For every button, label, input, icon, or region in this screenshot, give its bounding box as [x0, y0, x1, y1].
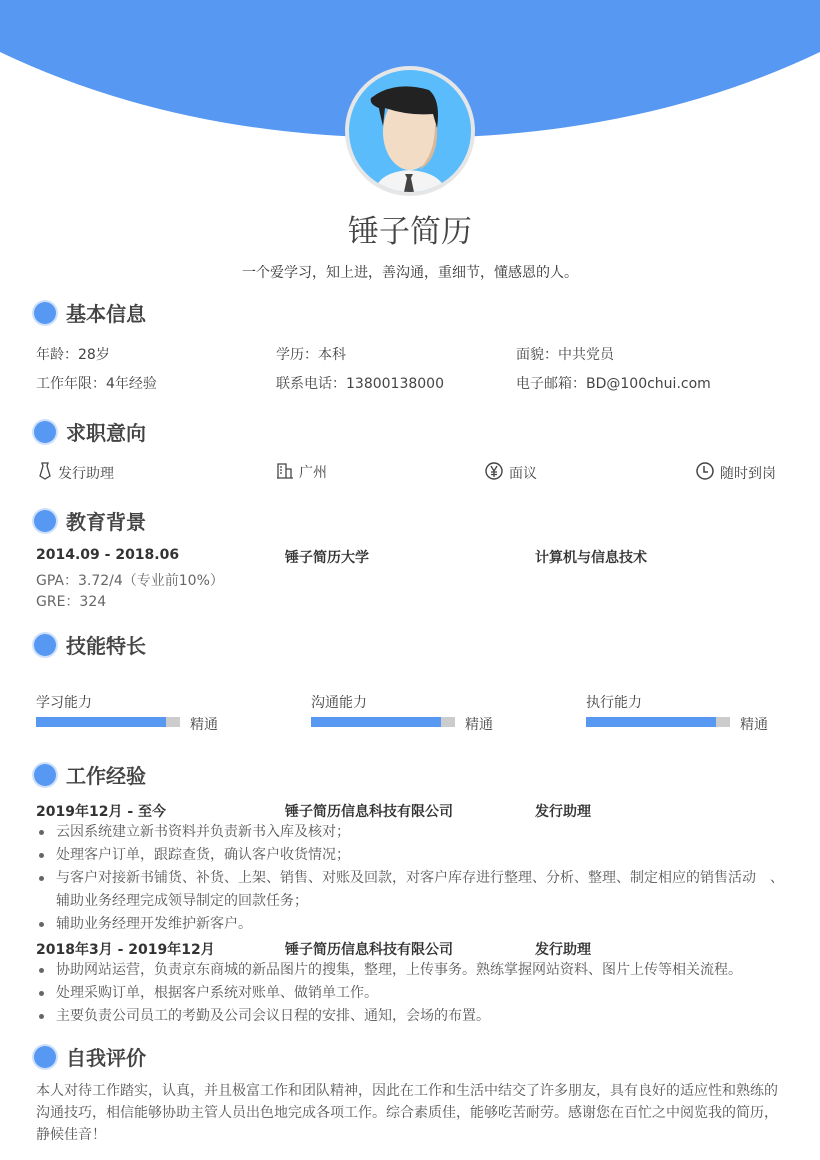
basic-email: 电子邮箱：BD@100chui.com	[516, 376, 711, 392]
intent-salary	[485, 462, 537, 484]
section-self	[34, 1042, 146, 1071]
intent-text: 面议	[509, 466, 537, 482]
basic-politics: 面貌：中共党员	[516, 347, 614, 363]
edu-major: 计算机与信息技术	[535, 550, 647, 566]
motto: 一个爱学习，知上进，善沟通，重细节，懂感恩的人。	[242, 265, 578, 281]
section-title: 教育背景	[66, 510, 146, 534]
section-dot-icon	[34, 421, 56, 443]
skill-bar	[311, 717, 455, 727]
section-title: 自我评价	[66, 1046, 146, 1070]
yen-icon	[485, 462, 503, 484]
skill-bar	[36, 717, 180, 727]
skill-level: 精通	[465, 717, 493, 733]
duty-item: 云因系统建立新书资料并负责新书入库及核对；	[36, 821, 786, 844]
building-icon	[277, 463, 293, 483]
intent-text: 随时到岗	[720, 466, 776, 482]
job-company: 锤子简历信息科技有限公司	[285, 804, 453, 820]
skill-name: 沟通能力	[311, 695, 367, 711]
section-dot-icon	[34, 634, 56, 656]
intent-position	[38, 462, 114, 484]
basic-education: 学历：本科	[276, 347, 346, 363]
section-skills	[34, 630, 146, 659]
basic-age: 年龄：28岁	[36, 347, 110, 363]
edu-school: 锤子简历大学	[285, 550, 369, 566]
skill-level: 精通	[190, 717, 218, 733]
job-date: 2018年3月 - 2019年12月	[36, 942, 215, 958]
section-dot-icon	[34, 302, 56, 324]
section-intent	[34, 417, 146, 446]
section-dot-icon	[34, 510, 56, 532]
job-date: 2019年12月 - 至今	[36, 804, 167, 820]
job-duties	[36, 959, 786, 1028]
skill-bar-fill	[311, 717, 441, 727]
basic-experience: 工作年限：4年经验	[36, 376, 157, 392]
duty-item: 处理采购订单，根据客户系统对账单、做销单工作。	[36, 982, 786, 1005]
avatar	[345, 66, 475, 196]
duty-item: 与客户对接新书铺货、补货、上架、销售、对账及回款，对客户库存进行整理、分析、整理、制定相应的销售活动 、辅助业务经理完成领导制定的回款任务；	[36, 867, 786, 913]
edu-date: 2014.09 - 2018.06	[36, 547, 180, 563]
intent-availability	[696, 462, 776, 484]
duty-item: 协助网站运营，负责京东商城的新品图片的搜集，整理，上传事务。熟练掌握网站资料、图片上传等相关流程。	[36, 959, 786, 982]
duty-item: 处理客户订单，跟踪查货，确认客户收货情况；	[36, 844, 786, 867]
skill-bar	[586, 717, 730, 727]
edu-gre: GRE：324	[36, 594, 107, 610]
job-duties	[36, 821, 786, 936]
intent-text: 发行助理	[58, 466, 114, 482]
skill-bar-fill	[36, 717, 166, 727]
section-basic	[34, 298, 146, 327]
section-dot-icon	[34, 764, 56, 786]
intent-city	[277, 462, 327, 483]
clock-icon	[696, 462, 714, 484]
section-title: 工作经验	[66, 764, 146, 788]
skill-name: 学习能力	[36, 695, 92, 711]
skill-level: 精通	[740, 717, 768, 733]
section-title: 基本信息	[66, 302, 146, 326]
edu-gpa: GPA：3.72/4（专业前10%）	[36, 573, 224, 589]
intent-text: 广州	[299, 465, 327, 481]
job-role: 发行助理	[535, 804, 591, 820]
section-title: 求职意向	[66, 421, 146, 445]
skill-name: 执行能力	[586, 695, 642, 711]
section-title: 技能特长	[66, 634, 146, 658]
skill-bar-fill	[586, 717, 716, 727]
duty-item: 主要负责公司员工的考勤及公司会议日程的安排、通知，会场的布置。	[36, 1005, 786, 1028]
duty-item: 辅助业务经理开发维护新客户。	[36, 913, 786, 936]
job-company: 锤子简历信息科技有限公司	[285, 942, 453, 958]
section-dot-icon	[34, 1046, 56, 1068]
tie-icon	[38, 462, 52, 484]
self-evaluation: 本人对待工作踏实，认真，并且极富工作和团队精神，因此在工作和生活中结交了许多朋友，具有良好的适应性和熟练的沟通技巧，相信能够协助主管人员出色地完成各项工作。综合素质佳，能够吃苦耐劳。感谢您在百忙之中阅览我的简历，静候佳音！	[36, 1083, 778, 1143]
section-education	[34, 506, 146, 535]
resume-name: 锤子简历	[348, 214, 472, 250]
basic-phone: 联系电话：13800138000	[276, 376, 444, 392]
job-role: 发行助理	[535, 942, 591, 958]
section-work	[34, 760, 146, 789]
